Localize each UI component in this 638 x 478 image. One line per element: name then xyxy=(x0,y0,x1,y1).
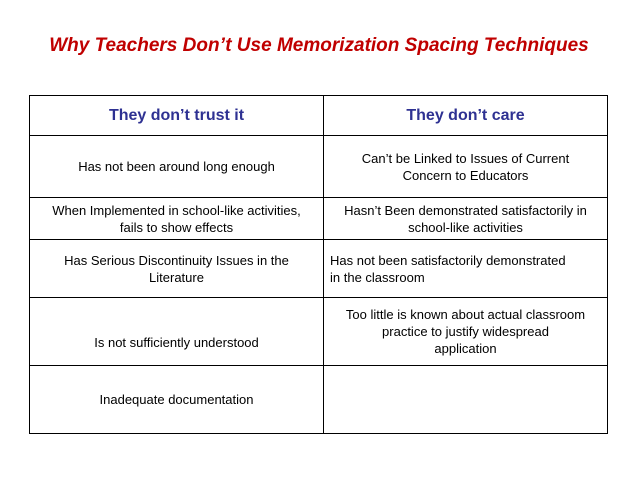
table-row xyxy=(30,198,608,240)
table-row xyxy=(30,298,608,366)
table-row xyxy=(30,240,608,298)
reasons-table xyxy=(29,95,608,434)
table-row xyxy=(30,366,608,434)
header-dont-trust: They don’t trust it xyxy=(30,96,324,136)
table-header-row xyxy=(30,96,608,136)
table-cell-care: Too little is known about actual classroom practice to justify widespread application xyxy=(324,298,608,366)
table-row xyxy=(30,136,608,198)
table-cell-trust: When Implemented in school-like activities, fails to show effects xyxy=(30,198,324,240)
slide-title: Why Teachers Don’t Use Memorization Spacing Techniques xyxy=(49,35,589,56)
table-cell-care: Can’t be Linked to Issues of Current Concern to Educators xyxy=(324,136,608,198)
table-cell-trust: Inadequate documentation xyxy=(30,366,324,434)
table-cell-trust: Is not sufficiently understood xyxy=(30,298,324,366)
table-cell-care: Hasn’t Been demonstrated satisfactorily in school-like activities xyxy=(324,198,608,240)
table-cell-care xyxy=(324,366,608,434)
table-cell-trust: Has Serious Discontinuity Issues in the Literature xyxy=(30,240,324,298)
table-cell-care: Has not been satisfactorily demonstrated in the classroom xyxy=(324,240,608,298)
header-dont-care: They don’t care xyxy=(324,96,608,136)
table-cell-trust: Has not been around long enough xyxy=(30,136,324,198)
